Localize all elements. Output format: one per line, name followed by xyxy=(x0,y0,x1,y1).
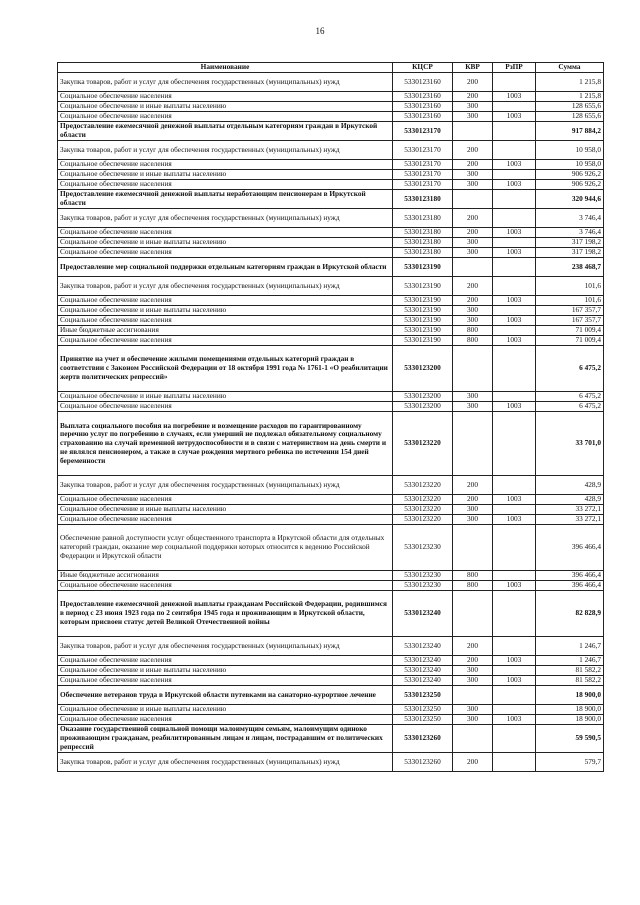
table-row xyxy=(58,705,604,715)
cell-name: Социальное обеспечение и иные выплаты населению xyxy=(58,238,393,248)
cell-kvr: 300 xyxy=(453,715,493,725)
cell-sum: 82 828,9 xyxy=(536,591,604,637)
cell-kcsr: 5330123170 xyxy=(393,160,453,170)
cell-name: Обеспечение равной доступности услуг общественного транспорта в Иркутской области для отдельных категорий граждан, оказание мер социальной поддержки которых относится к ведению Российской Федерации и Иркутской области xyxy=(58,525,393,571)
cell-rzpr xyxy=(493,277,536,296)
cell-kvr: 300 xyxy=(453,316,493,326)
header-kcsr: КЦСР xyxy=(393,63,453,73)
cell-kvr xyxy=(453,412,493,476)
table-row xyxy=(58,92,604,102)
cell-rzpr: 1003 xyxy=(493,581,536,591)
cell-name: Социальное обеспечение и иные выплаты населению xyxy=(58,102,393,112)
cell-kcsr: 5330123180 xyxy=(393,248,453,258)
cell-kvr xyxy=(453,725,493,753)
cell-rzpr: 1003 xyxy=(493,92,536,102)
cell-sum: 428,9 xyxy=(536,495,604,505)
cell-name: Социальное обеспечение населения xyxy=(58,316,393,326)
cell-rzpr xyxy=(493,591,536,637)
cell-name: Социальное обеспечение населения xyxy=(58,228,393,238)
cell-kvr xyxy=(453,591,493,637)
cell-kvr: 800 xyxy=(453,336,493,346)
header-kvr: КВР xyxy=(453,63,493,73)
header-name: Наименование xyxy=(58,63,393,73)
cell-rzpr: 1003 xyxy=(493,336,536,346)
cell-kvr: 300 xyxy=(453,676,493,686)
cell-name: Социальное обеспечение населения xyxy=(58,112,393,122)
cell-kcsr: 5330123180 xyxy=(393,228,453,238)
cell-rzpr xyxy=(493,258,536,277)
cell-kvr: 300 xyxy=(453,306,493,316)
cell-sum: 167 357,7 xyxy=(536,316,604,326)
cell-rzpr xyxy=(493,725,536,753)
cell-name: Социальное обеспечение и иные выплаты населению xyxy=(58,666,393,676)
cell-rzpr: 1003 xyxy=(493,228,536,238)
cell-rzpr: 1003 xyxy=(493,316,536,326)
cell-rzpr xyxy=(493,73,536,92)
cell-name: Закупка товаров, работ и услуг для обеспечения государственных (муниципальных) нужд xyxy=(58,753,393,772)
cell-rzpr xyxy=(493,666,536,676)
cell-name: Закупка товаров, работ и услуг для обеспечения государственных (муниципальных) нужд xyxy=(58,73,393,92)
cell-name: Социальное обеспечение населения xyxy=(58,656,393,666)
cell-kvr: 200 xyxy=(453,73,493,92)
table-row xyxy=(58,326,604,336)
cell-kcsr: 5330123170 xyxy=(393,141,453,160)
table-row xyxy=(58,336,604,346)
cell-kcsr: 5330123160 xyxy=(393,92,453,102)
cell-kcsr: 5330123180 xyxy=(393,190,453,209)
cell-kcsr: 5330123200 xyxy=(393,392,453,402)
cell-kvr: 300 xyxy=(453,505,493,515)
cell-name: Социальное обеспечение и иные выплаты населению xyxy=(58,306,393,316)
cell-rzpr xyxy=(493,686,536,705)
cell-kcsr: 5330123200 xyxy=(393,346,453,392)
cell-kcsr: 5330123250 xyxy=(393,715,453,725)
cell-name: Закупка товаров, работ и услуг для обеспечения государственных (муниципальных) нужд xyxy=(58,476,393,495)
cell-rzpr: 1003 xyxy=(493,515,536,525)
table-row xyxy=(58,122,604,141)
cell-kvr: 300 xyxy=(453,180,493,190)
table-row xyxy=(58,505,604,515)
table-row xyxy=(58,296,604,306)
cell-rzpr xyxy=(493,346,536,392)
cell-kvr: 200 xyxy=(453,209,493,228)
table-row xyxy=(58,725,604,753)
cell-kcsr: 5330123240 xyxy=(393,637,453,656)
page-number: 16 xyxy=(315,26,325,36)
cell-sum: 18 900,0 xyxy=(536,715,604,725)
table-row xyxy=(58,346,604,392)
cell-sum: 10 958,0 xyxy=(536,141,604,160)
cell-sum: 10 958,0 xyxy=(536,160,604,170)
cell-kcsr: 5330123220 xyxy=(393,515,453,525)
cell-rzpr xyxy=(493,141,536,160)
table-row xyxy=(58,666,604,676)
table-row xyxy=(58,402,604,412)
cell-rzpr: 1003 xyxy=(493,656,536,666)
table-row xyxy=(58,571,604,581)
table-body xyxy=(58,73,604,772)
cell-name: Оказание государственной социальной помощи малоимущим семьям, малоимущим одиноко проживающим гражданам, реабилитированным лицам и лицам, пострадавшим от политических репрессий xyxy=(58,725,393,753)
cell-rzpr xyxy=(493,326,536,336)
cell-sum: 428,9 xyxy=(536,476,604,495)
cell-rzpr xyxy=(493,753,536,772)
cell-name: Социальное обеспечение и иные выплаты населению xyxy=(58,705,393,715)
cell-rzpr xyxy=(493,392,536,402)
cell-sum: 6 475,2 xyxy=(536,392,604,402)
header-sum: Сумма xyxy=(536,63,604,73)
cell-kcsr: 5330123250 xyxy=(393,686,453,705)
table-row xyxy=(58,209,604,228)
cell-kvr xyxy=(453,122,493,141)
cell-sum: 3 746,4 xyxy=(536,228,604,238)
cell-name: Социальное обеспечение населения xyxy=(58,495,393,505)
cell-name: Закупка товаров, работ и услуг для обеспечения государственных (муниципальных) нужд xyxy=(58,209,393,228)
cell-name: Иные бюджетные ассигнования xyxy=(58,326,393,336)
cell-kvr: 300 xyxy=(453,102,493,112)
table-row xyxy=(58,495,604,505)
cell-sum: 579,7 xyxy=(536,753,604,772)
cell-sum: 1 246,7 xyxy=(536,637,604,656)
cell-sum: 167 357,7 xyxy=(536,306,604,316)
cell-name: Социальное обеспечение населения xyxy=(58,402,393,412)
cell-kcsr: 5330123190 xyxy=(393,336,453,346)
table-row xyxy=(58,141,604,160)
budget-table xyxy=(57,62,604,772)
cell-rzpr: 1003 xyxy=(493,715,536,725)
cell-kvr: 200 xyxy=(453,228,493,238)
cell-name: Закупка товаров, работ и услуг для обеспечения государственных (муниципальных) нужд xyxy=(58,141,393,160)
cell-sum: 128 655,6 xyxy=(536,112,604,122)
cell-sum: 396 466,4 xyxy=(536,581,604,591)
cell-name: Социальное обеспечение населения xyxy=(58,248,393,258)
cell-kvr: 200 xyxy=(453,476,493,495)
cell-kcsr: 5330123220 xyxy=(393,412,453,476)
cell-kcsr: 5330123230 xyxy=(393,525,453,571)
cell-kcsr: 5330123190 xyxy=(393,306,453,316)
cell-kvr: 800 xyxy=(453,581,493,591)
table-row xyxy=(58,525,604,571)
cell-rzpr xyxy=(493,505,536,515)
cell-rzpr: 1003 xyxy=(493,402,536,412)
cell-rzpr xyxy=(493,637,536,656)
cell-sum: 101,6 xyxy=(536,277,604,296)
table-row xyxy=(58,160,604,170)
cell-rzpr xyxy=(493,170,536,180)
cell-kcsr: 5330123240 xyxy=(393,591,453,637)
cell-kcsr: 5330123190 xyxy=(393,326,453,336)
cell-kcsr: 5330123160 xyxy=(393,112,453,122)
cell-kcsr: 5330123170 xyxy=(393,122,453,141)
cell-rzpr xyxy=(493,238,536,248)
table-row xyxy=(58,277,604,296)
cell-sum: 317 198,2 xyxy=(536,238,604,248)
cell-kcsr: 5330123240 xyxy=(393,656,453,666)
cell-sum: 396 466,4 xyxy=(536,571,604,581)
cell-kcsr: 5330123260 xyxy=(393,725,453,753)
header-rzpr: РзПР xyxy=(493,63,536,73)
cell-kvr xyxy=(453,258,493,277)
cell-sum: 33 272,1 xyxy=(536,515,604,525)
cell-kcsr: 5330123170 xyxy=(393,180,453,190)
table-row xyxy=(58,676,604,686)
cell-rzpr xyxy=(493,122,536,141)
table-row xyxy=(58,73,604,92)
cell-kvr: 300 xyxy=(453,170,493,180)
cell-rzpr xyxy=(493,209,536,228)
table-header-row xyxy=(58,63,604,73)
cell-name: Социальное обеспечение и иные выплаты населению xyxy=(58,170,393,180)
cell-kvr xyxy=(453,346,493,392)
cell-sum: 33 272,1 xyxy=(536,505,604,515)
table-row xyxy=(58,412,604,476)
cell-kvr: 200 xyxy=(453,296,493,306)
cell-rzpr: 1003 xyxy=(493,180,536,190)
cell-sum: 906 926,2 xyxy=(536,170,604,180)
table-row xyxy=(58,306,604,316)
cell-kvr: 200 xyxy=(453,753,493,772)
cell-kvr: 300 xyxy=(453,392,493,402)
cell-sum: 1 215,8 xyxy=(536,92,604,102)
cell-sum: 128 655,6 xyxy=(536,102,604,112)
table-row xyxy=(58,102,604,112)
cell-rzpr: 1003 xyxy=(493,296,536,306)
table-row xyxy=(58,170,604,180)
cell-kvr xyxy=(453,525,493,571)
cell-kvr: 300 xyxy=(453,515,493,525)
cell-kvr: 200 xyxy=(453,160,493,170)
cell-kcsr: 5330123160 xyxy=(393,73,453,92)
cell-rzpr xyxy=(493,476,536,495)
cell-kcsr: 5330123220 xyxy=(393,495,453,505)
cell-kvr xyxy=(453,686,493,705)
cell-name: Социальное обеспечение и иные выплаты населению xyxy=(58,505,393,515)
cell-name: Предоставление ежемесячной денежной выплаты неработающим пенсионерам в Иркутской области xyxy=(58,190,393,209)
table-row xyxy=(58,753,604,772)
cell-kvr: 200 xyxy=(453,277,493,296)
cell-kcsr: 5330123220 xyxy=(393,505,453,515)
cell-sum: 59 590,5 xyxy=(536,725,604,753)
table-row xyxy=(58,228,604,238)
cell-name: Принятие на учет и обеспечение жилыми помещениями отдельных категорий граждан в соответствии с Законом Российской Федерации от 18 октября 1991 года № 1761-1 «О реабилитации жертв политических репрессий» xyxy=(58,346,393,392)
table-row xyxy=(58,637,604,656)
cell-sum: 906 926,2 xyxy=(536,180,604,190)
cell-sum: 1 246,7 xyxy=(536,656,604,666)
cell-sum: 320 944,6 xyxy=(536,190,604,209)
cell-kvr: 200 xyxy=(453,141,493,160)
cell-kcsr: 5330123220 xyxy=(393,476,453,495)
cell-kvr: 200 xyxy=(453,637,493,656)
cell-name: Социальное обеспечение населения xyxy=(58,160,393,170)
table-row xyxy=(58,248,604,258)
cell-kvr: 300 xyxy=(453,666,493,676)
cell-rzpr xyxy=(493,306,536,316)
cell-kvr: 200 xyxy=(453,495,493,505)
cell-kcsr: 5330123240 xyxy=(393,666,453,676)
cell-name: Социальное обеспечение населения xyxy=(58,515,393,525)
cell-kcsr: 5330123190 xyxy=(393,316,453,326)
cell-sum: 33 701,0 xyxy=(536,412,604,476)
cell-rzpr: 1003 xyxy=(493,160,536,170)
table-row xyxy=(58,686,604,705)
table-row xyxy=(58,515,604,525)
cell-name: Социальное обеспечение населения xyxy=(58,581,393,591)
cell-sum: 71 009,4 xyxy=(536,336,604,346)
cell-name: Иные бюджетные ассигнования xyxy=(58,571,393,581)
cell-name: Обеспечение ветеранов труда в Иркутской области путевками на санаторно-курортное лечение xyxy=(58,686,393,705)
cell-name: Социальное обеспечение населения xyxy=(58,180,393,190)
cell-name: Социальное обеспечение населения xyxy=(58,92,393,102)
cell-name: Предоставление ежемесячной денежной выплаты гражданам Российской Федерации, родившимся в период с 23 июня 1923 года по 2 сентября 1945 года и проживающим в Иркутской области, которым присвоен статус детей Великой Отечественной войны xyxy=(58,591,393,637)
cell-rzpr: 1003 xyxy=(493,248,536,258)
cell-rzpr xyxy=(493,102,536,112)
cell-kcsr: 5330123190 xyxy=(393,277,453,296)
cell-rzpr xyxy=(493,190,536,209)
cell-name: Социальное обеспечение населения xyxy=(58,715,393,725)
table-row xyxy=(58,238,604,248)
cell-sum: 101,6 xyxy=(536,296,604,306)
cell-kvr: 300 xyxy=(453,705,493,715)
cell-sum: 238 468,7 xyxy=(536,258,604,277)
cell-kcsr: 5330123190 xyxy=(393,258,453,277)
cell-name: Закупка товаров, работ и услуг для обеспечения государственных (муниципальных) нужд xyxy=(58,637,393,656)
cell-kcsr: 5330123200 xyxy=(393,402,453,412)
cell-name: Социальное обеспечение и иные выплаты населению xyxy=(58,392,393,402)
cell-sum: 3 746,4 xyxy=(536,209,604,228)
table-row xyxy=(58,190,604,209)
cell-kvr: 300 xyxy=(453,248,493,258)
cell-kvr: 300 xyxy=(453,402,493,412)
cell-kcsr: 5330123240 xyxy=(393,676,453,686)
cell-kvr: 200 xyxy=(453,92,493,102)
table-row xyxy=(58,258,604,277)
cell-rzpr xyxy=(493,705,536,715)
cell-rzpr xyxy=(493,525,536,571)
cell-rzpr: 1003 xyxy=(493,676,536,686)
table-row xyxy=(58,715,604,725)
cell-sum: 81 582,2 xyxy=(536,666,604,676)
cell-kcsr: 5330123170 xyxy=(393,170,453,180)
cell-kcsr: 5330123190 xyxy=(393,296,453,306)
cell-name: Предоставление ежемесячной денежной выплаты отдельным категориям граждан в Иркутской области xyxy=(58,122,393,141)
cell-kvr: 300 xyxy=(453,238,493,248)
cell-rzpr: 1003 xyxy=(493,495,536,505)
cell-sum: 396 466,4 xyxy=(536,525,604,571)
cell-kcsr: 5330123230 xyxy=(393,571,453,581)
cell-kvr: 800 xyxy=(453,326,493,336)
cell-kcsr: 5330123250 xyxy=(393,705,453,715)
cell-rzpr xyxy=(493,412,536,476)
cell-kcsr: 5330123160 xyxy=(393,102,453,112)
cell-kcsr: 5330123180 xyxy=(393,238,453,248)
cell-rzpr: 1003 xyxy=(493,112,536,122)
cell-kvr: 200 xyxy=(453,656,493,666)
table-row xyxy=(58,316,604,326)
cell-sum: 18 900,0 xyxy=(536,686,604,705)
cell-kvr: 300 xyxy=(453,112,493,122)
table-row xyxy=(58,581,604,591)
cell-sum: 6 475,2 xyxy=(536,402,604,412)
cell-name: Социальное обеспечение населения xyxy=(58,336,393,346)
cell-sum: 18 900,0 xyxy=(536,705,604,715)
cell-kcsr: 5330123230 xyxy=(393,581,453,591)
cell-name: Предоставление мер социальной поддержки отдельным категориям граждан в Иркутской области xyxy=(58,258,393,277)
cell-name: Социальное обеспечение населения xyxy=(58,296,393,306)
cell-kvr xyxy=(453,190,493,209)
table-row xyxy=(58,180,604,190)
cell-sum: 6 475,2 xyxy=(536,346,604,392)
cell-sum: 81 582,2 xyxy=(536,676,604,686)
cell-sum: 1 215,8 xyxy=(536,73,604,92)
cell-rzpr xyxy=(493,571,536,581)
table-row xyxy=(58,656,604,666)
table-row xyxy=(58,392,604,402)
cell-kcsr: 5330123180 xyxy=(393,209,453,228)
table-row xyxy=(58,476,604,495)
table-row xyxy=(58,591,604,637)
cell-name: Закупка товаров, работ и услуг для обеспечения государственных (муниципальных) нужд xyxy=(58,277,393,296)
cell-name: Социальное обеспечение населения xyxy=(58,676,393,686)
cell-name: Выплата социального пособия на погребение и возмещение расходов по гарантированному перечню услуг по погребению в случаях, если умерший не подлежал обязательному социальному страхованию на случай временной нетрудоспособности и в связи с материнством на день смерти и не являлся пенсионером, а также в случае рождения мертвого ребенка по истечении 154 дней беременности xyxy=(58,412,393,476)
cell-sum: 317 198,2 xyxy=(536,248,604,258)
cell-kvr: 800 xyxy=(453,571,493,581)
table-row xyxy=(58,112,604,122)
cell-kcsr: 5330123260 xyxy=(393,753,453,772)
cell-sum: 71 009,4 xyxy=(536,326,604,336)
cell-sum: 917 884,2 xyxy=(536,122,604,141)
